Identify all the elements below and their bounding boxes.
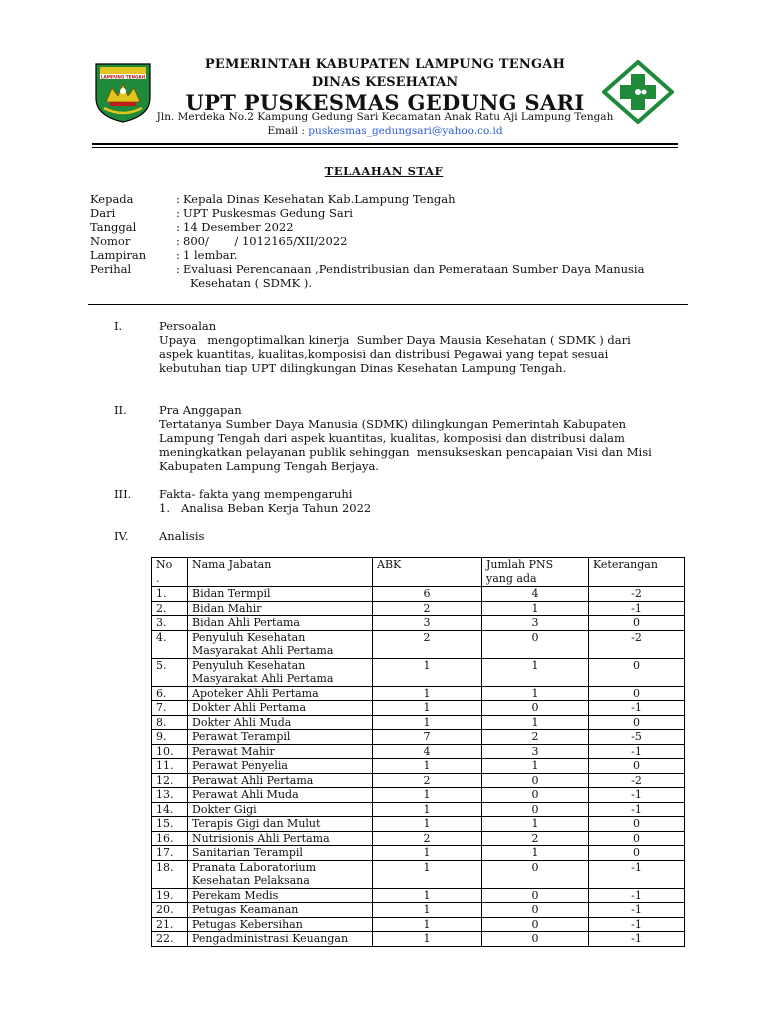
paragraph-line: meningkatkan pelayanan publik sehinggan mensukseskan pencapaian Visi dan Misi — [159, 445, 652, 459]
meta-key: Nomor — [90, 234, 131, 248]
cell-nama-jabatan — [188, 601, 373, 616]
table-row — [152, 744, 685, 759]
meta-key: Dari — [90, 206, 116, 220]
paragraph-line: aspek kuantitas, kualitas,komposisi dan distribusi Pegawai yang tepat sesuai — [159, 347, 609, 361]
table-row — [152, 616, 685, 631]
cell-jumlah-pns: 0 — [482, 701, 589, 716]
table-row — [152, 903, 685, 918]
cell-jumlah-pns: 0 — [482, 802, 589, 817]
beban-kerja-table — [151, 557, 685, 947]
nama-line: Penyuluh Kesehatan — [192, 658, 306, 672]
cell-keterangan: 0 — [589, 686, 685, 701]
cell-keterangan: 0 — [589, 658, 685, 686]
table-row — [152, 701, 685, 716]
cell-keterangan: -2 — [589, 630, 685, 658]
cell-keterangan: 0 — [589, 616, 685, 631]
section-fakta — [159, 487, 679, 515]
table-row — [152, 788, 685, 803]
letterhead-rule-thick — [92, 143, 678, 145]
cell-abk: 1 — [373, 903, 482, 918]
meta-key: Tanggal — [90, 220, 137, 234]
cell-nama-jabatan — [188, 888, 373, 903]
section-heading: Persoalan — [159, 319, 217, 333]
table-row — [152, 860, 685, 888]
cell-nama-jabatan — [188, 846, 373, 861]
cell-no: 6. — [152, 686, 188, 701]
cell-no: 10. — [152, 744, 188, 759]
table-row — [152, 587, 685, 602]
cell-keterangan: 0 — [589, 846, 685, 861]
table-row — [152, 730, 685, 745]
cell-abk: 3 — [373, 616, 482, 631]
cell-jumlah-pns: 0 — [482, 888, 589, 903]
cell-abk: 1 — [373, 932, 482, 947]
paragraph-line: Kabupaten Lampung Tengah Berjaya. — [159, 459, 379, 473]
cell-abk: 1 — [373, 846, 482, 861]
cell-no: 16. — [152, 831, 188, 846]
header-department: DINAS KESEHATAN — [311, 75, 459, 90]
table-row — [152, 802, 685, 817]
cell-nama-jabatan — [188, 860, 373, 888]
nama-line: Bidan Mahir — [192, 601, 262, 615]
cell-no: 18. — [152, 860, 188, 888]
cell-abk: 1 — [373, 701, 482, 716]
meta-key: Kepada — [90, 192, 134, 206]
nama-line: Sanitarian Terampil — [192, 846, 303, 859]
table-row — [152, 658, 685, 686]
nama-line: Masyarakat Ahli Pertama — [192, 672, 334, 685]
logo-text: LAMPUNG TENGAH — [100, 74, 146, 80]
nama-line: Petugas Keamanan — [192, 903, 299, 916]
section-heading: Analisis — [159, 529, 205, 543]
cell-abk: 1 — [373, 817, 482, 832]
cell-no: 14. — [152, 802, 188, 817]
cell-jumlah-pns: 3 — [482, 744, 589, 759]
cell-no: 15. — [152, 817, 188, 832]
cell-jumlah-pns: 3 — [482, 616, 589, 631]
document-title: TELAAHAN STAF — [324, 164, 444, 178]
cell-nama-jabatan — [188, 831, 373, 846]
table-row — [152, 932, 685, 947]
meta-value: Kesehatan ( SDMK ). — [190, 276, 313, 290]
cell-jumlah-pns: 2 — [482, 730, 589, 745]
cell-keterangan: -1 — [589, 860, 685, 888]
nama-line: Bidan Termpil — [192, 587, 271, 600]
cell-jumlah-pns: 1 — [482, 658, 589, 686]
cell-no: 1. — [152, 587, 188, 602]
cell-no: 5. — [152, 658, 188, 686]
cell-keterangan: 0 — [589, 759, 685, 774]
cell-jumlah-pns: 1 — [482, 601, 589, 616]
cell-keterangan: -2 — [589, 587, 685, 602]
col-header-pns: Jumlah PNS yang ada — [482, 558, 589, 587]
nama-line: Terapis Gigi dan Mulut — [192, 817, 321, 830]
cell-nama-jabatan — [188, 759, 373, 774]
cell-abk: 1 — [373, 802, 482, 817]
cell-nama-jabatan — [188, 715, 373, 730]
nama-line: Kesehatan Pelaksana — [192, 874, 310, 887]
section-heading: Fakta- fakta yang mempengaruhi — [159, 487, 353, 501]
table-row — [152, 831, 685, 846]
paragraph-line: Tertatanya Sumber Daya Manusia (SDMK) dilingkungan Pemerintah Kabupaten — [159, 417, 627, 431]
cell-no: 13. — [152, 788, 188, 803]
section-persoalan — [159, 319, 679, 375]
table-row — [152, 686, 685, 701]
paragraph-line: Lampung Tengah dari aspek kuantitas, kualitas, komposisi dan distribusi dalam — [159, 431, 625, 445]
cell-keterangan: -1 — [589, 788, 685, 803]
cell-jumlah-pns: 1 — [482, 846, 589, 861]
cell-nama-jabatan — [188, 903, 373, 918]
nama-line: Petugas Kebersihan — [192, 917, 303, 931]
nama-line: Perawat Penyelia — [192, 759, 288, 772]
cell-abk: 1 — [373, 888, 482, 903]
meta-value: 1 lembar. — [183, 248, 238, 262]
cell-keterangan: -1 — [589, 802, 685, 817]
meta-value: Evaluasi Perencanaan ,Pendistribusian dan Pemerataan Sumber Daya Manusia — [183, 262, 645, 276]
subsection-item: 1. Analisa Beban Kerja Tahun 2022 — [159, 501, 372, 515]
cell-keterangan: -1 — [589, 932, 685, 947]
email-link[interactable]: puskesmas_gedungsari@yahoo.co.id — [308, 125, 503, 137]
cell-no: 22. — [152, 932, 188, 947]
paragraph-line: Upaya mengoptimalkan kinerja Sumber Daya Mausia Kesehatan ( SDMK ) dari — [159, 333, 631, 347]
cell-nama-jabatan — [188, 616, 373, 631]
table-row — [152, 846, 685, 861]
cell-no: 17. — [152, 846, 188, 861]
cell-jumlah-pns: 0 — [482, 773, 589, 788]
nama-line: Penyuluh Kesehatan — [192, 630, 306, 644]
section-number: II. — [114, 403, 127, 417]
cell-no: 4. — [152, 630, 188, 658]
cell-no: 9. — [152, 730, 188, 745]
section-number: IV. — [114, 529, 129, 543]
nama-line: Pengadministrasi Keuangan — [192, 932, 349, 945]
letterhead-rule-thin — [92, 147, 678, 148]
cell-jumlah-pns: 0 — [482, 903, 589, 918]
cell-no: 21. — [152, 917, 188, 932]
nama-line: Pranata Laboratorium — [192, 860, 317, 874]
meta-value: UPT Puskesmas Gedung Sari — [183, 206, 353, 220]
table-header-row — [152, 558, 685, 587]
cell-jumlah-pns: 0 — [482, 630, 589, 658]
nama-line: Masyarakat Ahli Pertama — [192, 644, 334, 657]
cell-no: 19. — [152, 888, 188, 903]
col-header-keterangan: Keterangan — [589, 558, 685, 587]
section-heading: Pra Anggapan — [159, 403, 242, 417]
cell-abk: 2 — [373, 630, 482, 658]
cell-abk: 1 — [373, 917, 482, 932]
meta-key: Lampiran — [90, 248, 147, 262]
table-row — [152, 773, 685, 788]
nama-line: Perawat Mahir — [192, 744, 275, 758]
cell-no: 3. — [152, 616, 188, 631]
cell-jumlah-pns: 1 — [482, 686, 589, 701]
header-institution: UPT PUSKESMAS GEDUNG SARI — [185, 90, 585, 115]
nama-line: Perawat Terampil — [192, 730, 291, 743]
cell-keterangan: -1 — [589, 917, 685, 932]
col-header-abk: ABK — [373, 558, 482, 587]
header-government: PEMERINTAH KABUPATEN LAMPUNG TENGAH — [204, 57, 566, 72]
cell-jumlah-pns: 0 — [482, 917, 589, 932]
cell-abk: 6 — [373, 587, 482, 602]
nama-line: Apoteker Ahli Pertama — [192, 686, 319, 700]
cell-abk: 1 — [373, 759, 482, 774]
cell-jumlah-pns: 2 — [482, 831, 589, 846]
cell-keterangan: -2 — [589, 773, 685, 788]
cell-abk: 1 — [373, 788, 482, 803]
cell-jumlah-pns: 0 — [482, 860, 589, 888]
cell-nama-jabatan — [188, 817, 373, 832]
cell-keterangan: 0 — [589, 817, 685, 832]
cell-nama-jabatan — [188, 773, 373, 788]
nama-line: Perekam Medis — [192, 888, 279, 902]
table-row — [152, 917, 685, 932]
nama-line: Dokter Ahli Pertama — [192, 701, 306, 714]
meta-key: Perihal — [90, 262, 132, 276]
cell-abk: 7 — [373, 730, 482, 745]
table-row — [152, 759, 685, 774]
cell-nama-jabatan — [188, 802, 373, 817]
cell-keterangan: -1 — [589, 888, 685, 903]
nama-line: Dokter Gigi — [192, 802, 257, 816]
separator-rule — [88, 304, 688, 305]
header-email — [160, 125, 610, 137]
cell-abk: 1 — [373, 715, 482, 730]
nama-line: Nutrisionis Ahli Pertama — [192, 831, 330, 845]
cell-jumlah-pns: 0 — [482, 932, 589, 947]
cell-jumlah-pns: 1 — [482, 715, 589, 730]
col-header-no: No . — [152, 558, 188, 587]
table-row — [152, 817, 685, 832]
cell-abk: 4 — [373, 744, 482, 759]
cell-nama-jabatan — [188, 630, 373, 658]
cell-nama-jabatan — [188, 730, 373, 745]
cell-abk: 2 — [373, 831, 482, 846]
cell-no: 12. — [152, 773, 188, 788]
cell-keterangan: -1 — [589, 601, 685, 616]
table-row — [152, 630, 685, 658]
meta-value: 14 Desember 2022 — [183, 220, 294, 234]
nama-line: Perawat Ahli Pertama — [192, 773, 314, 787]
cell-keterangan: -1 — [589, 701, 685, 716]
section-number: I. — [114, 319, 123, 333]
col-header-nama: Nama Jabatan — [188, 558, 373, 587]
cell-jumlah-pns: 4 — [482, 587, 589, 602]
cell-abk: 1 — [373, 658, 482, 686]
cell-abk: 1 — [373, 860, 482, 888]
cell-keterangan: -5 — [589, 730, 685, 745]
email-label: Email : — [267, 125, 309, 137]
cell-nama-jabatan — [188, 744, 373, 759]
cell-no: 7. — [152, 701, 188, 716]
cell-keterangan: 0 — [589, 831, 685, 846]
nama-line: Bidan Ahli Pertama — [192, 616, 300, 629]
cell-abk: 2 — [373, 773, 482, 788]
paragraph-line: kebutuhan tiap UPT dilingkungan Dinas Kesehatan Lampung Tengah. — [159, 361, 567, 375]
cell-nama-jabatan — [188, 701, 373, 716]
section-number: III. — [114, 487, 132, 501]
cell-abk: 1 — [373, 686, 482, 701]
table-row — [152, 715, 685, 730]
cell-keterangan: 0 — [589, 715, 685, 730]
cell-keterangan: -1 — [589, 903, 685, 918]
cell-nama-jabatan — [188, 917, 373, 932]
header-address: Jln. Merdeka No.2 Kampung Gedung Sari Kecamatan Anak Ratu Aji Lampung Tengah — [156, 111, 614, 123]
section-pra-anggapan — [159, 403, 679, 473]
cell-nama-jabatan — [188, 788, 373, 803]
meta-value: Kepala Dinas Kesehatan Kab.Lampung Tengah — [183, 192, 456, 206]
cell-keterangan: -1 — [589, 744, 685, 759]
cell-jumlah-pns: 1 — [482, 759, 589, 774]
cell-jumlah-pns: 0 — [482, 788, 589, 803]
table-row — [152, 888, 685, 903]
cell-nama-jabatan — [188, 932, 373, 947]
cell-nama-jabatan — [188, 587, 373, 602]
cell-abk: 2 — [373, 601, 482, 616]
cell-nama-jabatan — [188, 658, 373, 686]
table-row — [152, 601, 685, 616]
nama-line: Dokter Ahli Muda — [192, 715, 292, 729]
cell-no: 8. — [152, 715, 188, 730]
cell-jumlah-pns: 1 — [482, 817, 589, 832]
cell-no: 11. — [152, 759, 188, 774]
nama-line: Perawat Ahli Muda — [192, 788, 299, 801]
meta-value: 800/ / 1012165/XII/2022 — [183, 234, 348, 248]
cell-no: 20. — [152, 903, 188, 918]
cell-nama-jabatan — [188, 686, 373, 701]
cell-no: 2. — [152, 601, 188, 616]
